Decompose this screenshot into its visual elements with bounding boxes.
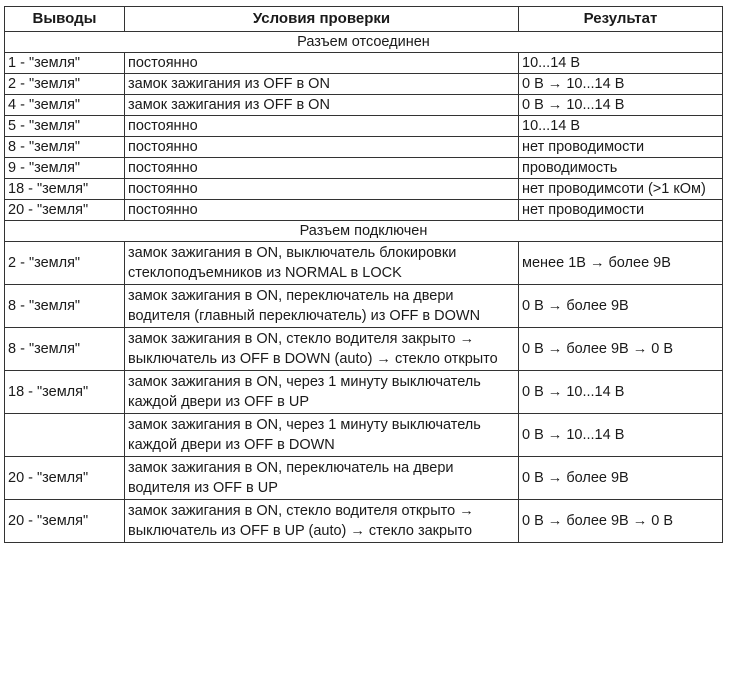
cell-result: 10...14 В <box>519 116 723 137</box>
table-row <box>5 74 723 95</box>
cell-pin: 8 - "земля" <box>5 328 125 371</box>
cell-result: 0 В → 10...14 В <box>519 371 723 414</box>
cell-condition: замок зажигания в ON, переключатель на двери водителя (главный переключатель) из OFF в DOWN <box>125 285 519 328</box>
cell-condition: постоянно <box>125 116 519 137</box>
table-row <box>5 53 723 74</box>
cell-pin <box>5 414 125 457</box>
cell-pin: 20 - "земля" <box>5 457 125 500</box>
cell-pin: 20 - "земля" <box>5 500 125 543</box>
cell-result: менее 1В → более 9В <box>519 242 723 285</box>
cell-condition: постоянно <box>125 53 519 74</box>
cell-result: 0 В → 10...14 В <box>519 414 723 457</box>
cell-result: проводимость <box>519 158 723 179</box>
header-conditions: Условия проверки <box>125 7 519 32</box>
table-row <box>5 414 723 457</box>
cell-pin: 18 - "земля" <box>5 179 125 200</box>
header-row <box>5 7 723 32</box>
table-row <box>5 457 723 500</box>
table-row <box>5 158 723 179</box>
cell-condition: замок зажигания в ON, стекло водителя открыто → выключатель из OFF в UP (auto) → стекло закрыто <box>125 500 519 543</box>
cell-result: 0 В → более 9В → 0 В <box>519 328 723 371</box>
table-row <box>5 328 723 371</box>
section-disconnected <box>5 32 723 53</box>
header-pins: Выводы <box>5 7 125 32</box>
cell-condition: постоянно <box>125 200 519 221</box>
cell-pin: 20 - "земля" <box>5 200 125 221</box>
section-disconnected-rows <box>5 53 723 221</box>
table-row <box>5 137 723 158</box>
cell-pin: 5 - "земля" <box>5 116 125 137</box>
cell-result: нет проводимости <box>519 137 723 158</box>
cell-pin: 8 - "земля" <box>5 285 125 328</box>
test-table-page <box>4 6 722 543</box>
section-connected-title: Разъем подключен <box>5 221 723 242</box>
cell-pin: 9 - "земля" <box>5 158 125 179</box>
section-connected <box>5 221 723 242</box>
cell-result: нет проводимсоти (>1 кОм) <box>519 179 723 200</box>
table-row <box>5 500 723 543</box>
cell-condition: постоянно <box>125 137 519 158</box>
cell-condition: замок зажигания в ON, через 1 минуту выключатель каждой двери из OFF в UP <box>125 371 519 414</box>
cell-condition: замок зажигания из OFF в ON <box>125 95 519 116</box>
cell-result: 0 В → 10...14 В <box>519 95 723 116</box>
test-table <box>4 6 723 543</box>
table-row <box>5 95 723 116</box>
cell-pin: 4 - "земля" <box>5 95 125 116</box>
cell-pin: 18 - "земля" <box>5 371 125 414</box>
cell-condition: замок зажигания в ON, через 1 минуту выключатель каждой двери из OFF в DOWN <box>125 414 519 457</box>
table-row <box>5 285 723 328</box>
cell-condition: постоянно <box>125 158 519 179</box>
cell-result: 0 В → более 9В <box>519 285 723 328</box>
table-row <box>5 371 723 414</box>
header-result: Результат <box>519 7 723 32</box>
cell-condition: постоянно <box>125 179 519 200</box>
cell-pin: 2 - "земля" <box>5 74 125 95</box>
table-row <box>5 179 723 200</box>
table-row <box>5 200 723 221</box>
cell-condition: замок зажигания в ON, переключатель на двери водителя из OFF в UP <box>125 457 519 500</box>
cell-condition: замок зажигания в ON, выключатель блокировки стеклоподъемников из NORMAL в LOCK <box>125 242 519 285</box>
cell-result: 0 В → более 9В <box>519 457 723 500</box>
cell-condition: замок зажигания в ON, стекло водителя закрыто → выключатель из OFF в DOWN (auto) → стекло открыто <box>125 328 519 371</box>
cell-pin: 8 - "земля" <box>5 137 125 158</box>
cell-pin: 1 - "земля" <box>5 53 125 74</box>
section-connected-rows <box>5 242 723 543</box>
cell-result: 0 В → 10...14 В <box>519 74 723 95</box>
cell-result: 0 В → более 9В → 0 В <box>519 500 723 543</box>
cell-result: нет проводимости <box>519 200 723 221</box>
cell-pin: 2 - "земля" <box>5 242 125 285</box>
table-row <box>5 242 723 285</box>
table-row <box>5 116 723 137</box>
cell-condition: замок зажигания из OFF в ON <box>125 74 519 95</box>
section-disconnected-title: Разъем отсоединен <box>5 32 723 53</box>
cell-result: 10...14 В <box>519 53 723 74</box>
